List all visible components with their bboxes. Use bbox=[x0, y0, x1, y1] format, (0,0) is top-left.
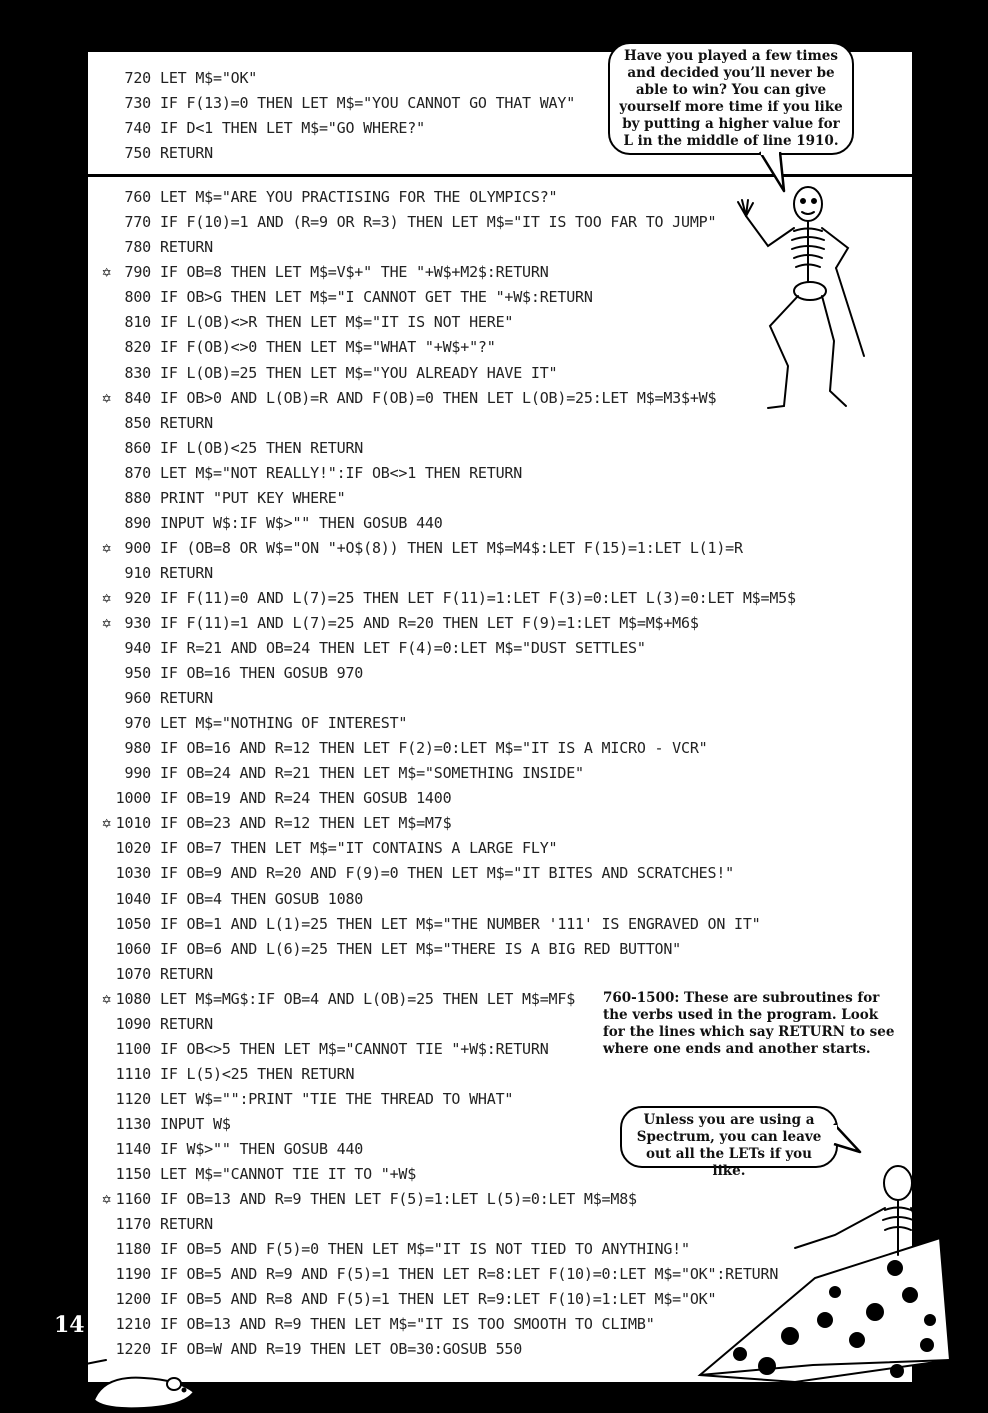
line-number: 1220 bbox=[115, 1340, 151, 1359]
code-statement: LET M$=MG$:IF OB=4 AND L(OB)=25 THEN LET M$=MF$ bbox=[160, 989, 576, 1008]
code-statement: RETURN bbox=[160, 1215, 213, 1234]
code-line bbox=[95, 962, 796, 987]
code-line bbox=[95, 361, 796, 386]
code-line bbox=[95, 611, 796, 636]
line-number: 1160 bbox=[115, 1190, 151, 1209]
code-statement: RETURN bbox=[160, 563, 213, 582]
line-number: 1210 bbox=[115, 1315, 151, 1334]
subroutines-note: 760-1500: These are subroutines for the verbs used in the program. Look for the lines which say RETURN to see where one ends and another starts. bbox=[603, 990, 895, 1057]
tip-bubble-top: Have you played a few times and decided you’ll never be able to win? You can give yourself more time if you like by putting a higher value for L in the middle of line 1910. bbox=[608, 42, 854, 155]
code-line bbox=[95, 786, 796, 811]
code-statement: IF (OB=8 OR W$="ON "+O$(8)) THEN LET M$=M4$:LET F(15)=1:LET L(1)=R bbox=[160, 538, 743, 557]
code-statement: IF F(OB)<>0 THEN LET M$="WHAT "+W$+"?" bbox=[160, 338, 496, 357]
page-number: 14 bbox=[54, 1312, 85, 1338]
code-line bbox=[95, 1312, 796, 1337]
code-statement: IF OB=13 AND R=9 THEN LET M$="IT IS TOO SMOOTH TO CLIMB" bbox=[160, 1315, 655, 1334]
code-statement: PRINT "PUT KEY WHERE" bbox=[160, 488, 346, 507]
code-line bbox=[95, 736, 796, 761]
line-number: 740 bbox=[124, 119, 151, 138]
line-number: 950 bbox=[124, 664, 151, 683]
line-number: 890 bbox=[124, 513, 151, 532]
mouse-illustration bbox=[34, 1340, 214, 1413]
code-statement: INPUT W$:IF W$>"" THEN GOSUB 440 bbox=[160, 513, 443, 532]
line-number: 840 bbox=[124, 388, 151, 407]
line-number: 1190 bbox=[115, 1265, 151, 1284]
code-statement: RETURN bbox=[160, 964, 213, 983]
line-number: 870 bbox=[124, 463, 151, 482]
code-statement: IF OB<>5 THEN LET M$="CANNOT TIE "+W$:RETURN bbox=[160, 1039, 549, 1058]
code-line bbox=[95, 1212, 796, 1237]
code-line bbox=[95, 461, 796, 486]
code-statement: IF F(11)=1 AND L(7)=25 AND R=20 THEN LET F(9)=1:LET M$=M$+M6$ bbox=[160, 613, 699, 632]
code-statement: IF OB=8 THEN LET M$=V$+" THE "+W$+M2$:RETURN bbox=[160, 263, 549, 282]
line-number: 1130 bbox=[115, 1114, 151, 1133]
code-statement: INPUT W$ bbox=[160, 1114, 231, 1133]
code-statement: IF OB=5 AND R=9 AND F(5)=1 THEN LET R=8:LET F(10)=0:LET M$="OK":RETURN bbox=[160, 1265, 779, 1284]
code-statement: RETURN bbox=[160, 689, 213, 708]
section-gap bbox=[95, 166, 796, 185]
code-line bbox=[95, 486, 796, 511]
line-number: 750 bbox=[124, 144, 151, 163]
code-line bbox=[95, 1187, 796, 1212]
code-line bbox=[95, 887, 796, 912]
code-statement: LET M$="NOT REALLY!":IF OB<>1 THEN RETURN bbox=[160, 463, 523, 482]
line-number: 790 bbox=[124, 263, 151, 282]
line-number: 820 bbox=[124, 338, 151, 357]
bubble-tail-top bbox=[758, 151, 788, 195]
code-statement: IF OB=4 THEN GOSUB 1080 bbox=[160, 889, 364, 908]
code-statement: IF F(11)=0 AND L(7)=25 THEN LET F(11)=1:LET F(3)=0:LET L(3)=0:LET M$=M5$ bbox=[160, 588, 796, 607]
code-statement: IF OB=1 AND L(1)=25 THEN LET M$="THE NUMBER '111' IS ENGRAVED ON IT" bbox=[160, 914, 761, 933]
bubble-tail-spectrum bbox=[832, 1118, 862, 1154]
line-number: 960 bbox=[124, 689, 151, 708]
code-line bbox=[95, 235, 796, 260]
code-line bbox=[95, 636, 796, 661]
line-number: 1050 bbox=[115, 914, 151, 933]
code-statement: RETURN bbox=[160, 1014, 213, 1033]
line-number: 1080 bbox=[115, 989, 151, 1008]
line-number: 770 bbox=[124, 213, 151, 232]
line-number: 900 bbox=[124, 538, 151, 557]
code-statement: IF OB>G THEN LET M$="I CANNOT GET THE "+W$:RETURN bbox=[160, 288, 593, 307]
code-statement: IF OB=5 AND F(5)=0 THEN LET M$="IT IS NOT TIED TO ANYTHING!" bbox=[160, 1240, 690, 1259]
code-line bbox=[95, 386, 796, 411]
line-number: 1090 bbox=[115, 1014, 151, 1033]
code-statement: IF OB=23 AND R=12 THEN LET M$=M7$ bbox=[160, 814, 452, 833]
star-marker-icon: ✡ bbox=[102, 588, 111, 607]
line-number: 800 bbox=[124, 288, 151, 307]
line-number: 1010 bbox=[115, 814, 151, 833]
line-number: 720 bbox=[124, 69, 151, 87]
line-number: 1180 bbox=[115, 1240, 151, 1259]
code-line bbox=[95, 210, 796, 235]
code-line bbox=[95, 436, 796, 461]
star-marker-icon: ✡ bbox=[102, 388, 111, 407]
code-line bbox=[95, 185, 796, 210]
line-number: 1060 bbox=[115, 939, 151, 958]
code-line bbox=[95, 411, 796, 436]
line-number: 910 bbox=[124, 563, 151, 582]
line-number: 1030 bbox=[115, 864, 151, 883]
code-line bbox=[95, 561, 796, 586]
code-statement: IF OB=16 AND R=12 THEN LET F(2)=0:LET M$="IT IS A MICRO - VCR" bbox=[160, 739, 708, 758]
code-line bbox=[95, 285, 796, 310]
line-number: 1040 bbox=[115, 889, 151, 908]
code-statement: IF F(10)=1 AND (R=9 OR R=3) THEN LET M$="IT IS TOO FAR TO JUMP" bbox=[160, 213, 717, 232]
code-line bbox=[95, 586, 796, 611]
code-line bbox=[95, 335, 796, 360]
line-number: 920 bbox=[124, 588, 151, 607]
code-line bbox=[95, 661, 796, 686]
line-number: 860 bbox=[124, 438, 151, 457]
star-marker-icon: ✡ bbox=[102, 814, 111, 833]
code-line bbox=[95, 912, 796, 937]
line-number: 730 bbox=[124, 94, 151, 113]
star-marker-icon: ✡ bbox=[102, 613, 111, 632]
code-line bbox=[95, 1262, 796, 1287]
line-number: 1070 bbox=[115, 964, 151, 983]
code-line bbox=[95, 310, 796, 335]
line-number: 1000 bbox=[115, 789, 151, 808]
code-statement: IF R=21 AND OB=24 THEN LET F(4)=0:LET M$="DUST SETTLES" bbox=[160, 639, 646, 658]
line-number: 1020 bbox=[115, 839, 151, 858]
code-statement: IF OB=19 AND R=24 THEN GOSUB 1400 bbox=[160, 789, 452, 808]
code-statement: LET M$="ARE YOU PRACTISING FOR THE OLYMPICS?" bbox=[160, 188, 558, 207]
code-statement: LET W$="":PRINT "TIE THE THREAD TO WHAT" bbox=[160, 1089, 514, 1108]
line-number: 1140 bbox=[115, 1139, 151, 1158]
skeleton-illustration bbox=[728, 176, 908, 416]
line-number: 990 bbox=[124, 764, 151, 783]
line-number: 980 bbox=[124, 739, 151, 758]
line-number: 1110 bbox=[115, 1064, 151, 1083]
code-statement: IF OB=13 AND R=9 THEN LET F(5)=1:LET L(5)=0:LET M$=M8$ bbox=[160, 1190, 637, 1209]
code-statement: IF L(OB)=25 THEN LET M$="YOU ALREADY HAVE IT" bbox=[160, 363, 558, 382]
code-line bbox=[95, 260, 796, 285]
code-line bbox=[95, 1287, 796, 1312]
code-statement: IF OB=5 AND R=8 AND F(5)=1 THEN LET R=9:LET F(10)=1:LET M$="OK" bbox=[160, 1290, 717, 1309]
code-line bbox=[95, 511, 796, 536]
line-number: 1200 bbox=[115, 1290, 151, 1309]
line-number: 1170 bbox=[115, 1215, 151, 1234]
code-line bbox=[95, 836, 796, 861]
code-statement: LET M$="CANNOT TIE IT TO "+W$ bbox=[160, 1165, 417, 1184]
code-statement: LET M$="OK" bbox=[160, 69, 258, 87]
code-statement: IF D<1 THEN LET M$="GO WHERE?" bbox=[160, 119, 425, 138]
line-number: 830 bbox=[124, 363, 151, 382]
tip-bubble-spectrum: Unless you are using a Spectrum, you can leave out all the LETs if you like. bbox=[620, 1106, 838, 1168]
code-statement: IF OB=W AND R=19 THEN LET OB=30:GOSUB 550 bbox=[160, 1340, 523, 1359]
code-statement: IF OB=7 THEN LET M$="IT CONTAINS A LARGE FLY" bbox=[160, 839, 558, 858]
code-line bbox=[95, 536, 796, 561]
code-line bbox=[95, 686, 796, 711]
line-number: 880 bbox=[124, 488, 151, 507]
line-number: 1150 bbox=[115, 1165, 151, 1184]
line-number: 850 bbox=[124, 413, 151, 432]
code-statement: IF OB>0 AND L(OB)=R AND F(OB)=0 THEN LET L(OB)=25:LET M$=M3$+W$ bbox=[160, 388, 717, 407]
line-number: 1100 bbox=[115, 1039, 151, 1058]
code-line bbox=[95, 1062, 796, 1087]
line-number: 1120 bbox=[115, 1089, 151, 1108]
code-statement: IF OB=16 THEN GOSUB 970 bbox=[160, 664, 364, 683]
code-line bbox=[95, 1237, 796, 1262]
line-number: 940 bbox=[124, 639, 151, 658]
cheese-skeleton-illustration bbox=[695, 1160, 955, 1385]
code-statement: IF F(13)=0 THEN LET M$="YOU CANNOT GO THAT WAY" bbox=[160, 94, 576, 113]
code-statement: IF OB=9 AND R=20 AND F(9)=0 THEN LET M$="IT BITES AND SCRATCHES!" bbox=[160, 864, 734, 883]
code-line bbox=[95, 711, 796, 736]
code-statement: IF L(OB)<25 THEN RETURN bbox=[160, 438, 364, 457]
code-line bbox=[95, 937, 796, 962]
code-statement: IF L(OB)<>R THEN LET M$="IT IS NOT HERE" bbox=[160, 313, 514, 332]
line-number: 810 bbox=[124, 313, 151, 332]
line-number: 970 bbox=[124, 714, 151, 733]
code-line bbox=[95, 861, 796, 886]
code-statement: IF OB=24 AND R=21 THEN LET M$="SOMETHING INSIDE" bbox=[160, 764, 584, 783]
line-number: 760 bbox=[124, 188, 151, 207]
star-marker-icon: ✡ bbox=[102, 538, 111, 557]
line-number: 930 bbox=[124, 613, 151, 632]
code-line bbox=[95, 761, 796, 786]
code-statement: RETURN bbox=[160, 238, 213, 257]
code-line bbox=[95, 811, 796, 836]
line-number: 780 bbox=[124, 238, 151, 257]
code-statement: IF L(5)<25 THEN RETURN bbox=[160, 1064, 355, 1083]
code-statement: IF OB=6 AND L(6)=25 THEN LET M$="THERE IS A BIG RED BUTTON" bbox=[160, 939, 682, 958]
code-statement: RETURN bbox=[160, 413, 213, 432]
star-marker-icon: ✡ bbox=[102, 1190, 111, 1209]
code-statement: IF W$>"" THEN GOSUB 440 bbox=[160, 1139, 364, 1158]
code-statement: RETURN bbox=[160, 144, 213, 163]
code-statement: LET M$="NOTHING OF INTEREST" bbox=[160, 714, 408, 733]
star-marker-icon: ✡ bbox=[102, 263, 111, 282]
star-marker-icon: ✡ bbox=[102, 989, 111, 1008]
